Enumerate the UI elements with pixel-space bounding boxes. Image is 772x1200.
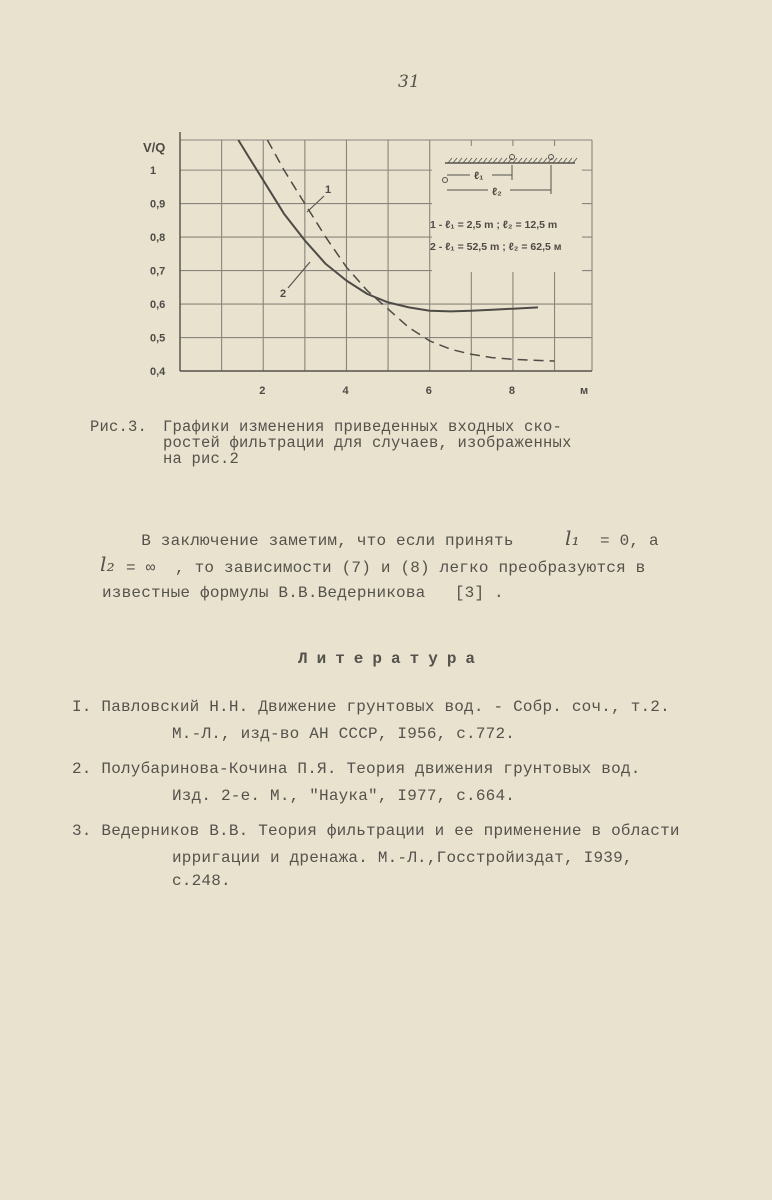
y-tick-label: 0,7 <box>150 265 166 278</box>
series-1-label: 1 <box>325 184 332 196</box>
reference-item: 2. Полубаринова-Кочина П.Я. Теория движения грунтовых вод. <box>72 760 641 778</box>
paragraph-line: = ∞ , то зависимости (7) и (8) легко преобразуются в <box>126 559 646 577</box>
x-axis-label: м <box>580 385 589 397</box>
inset-l1: ℓ₁ <box>474 170 484 182</box>
paragraph-line: В заключение заметим, что если принять <box>102 532 514 550</box>
y-tick-label: 0,6 <box>150 299 166 312</box>
series-2-label: 2 <box>280 288 287 300</box>
legend-entry-2: 2 - ℓ₁ = 52,5 m ; ℓ₂ = 62,5 м <box>430 241 562 253</box>
x-tick-label: 8 <box>508 385 516 397</box>
y-axis-label: V/Q <box>143 140 166 155</box>
legend-entry-1: 1 - ℓ₁ = 2,5 m ; ℓ₂ = 12,5 m <box>430 219 558 231</box>
reference-item: I. Павловский Н.Н. Движение грунтовых вод. - Собр. соч., т.2. <box>72 698 670 716</box>
reference-item-cont: Изд. 2-е. М., "Наука", I977, с.664. <box>172 787 516 805</box>
x-tick-label: 4 <box>342 385 349 397</box>
inset-l2: ℓ₂ <box>492 186 502 198</box>
figure-caption-line: ростей фильтрации для случаев, изображенных <box>163 434 572 452</box>
page-number: 31 <box>398 72 421 92</box>
label-2-pointer <box>288 262 310 288</box>
reference-item: 3. Ведерников В.В. Теория фильтрации и ее применение в области <box>72 822 680 840</box>
paragraph-line: известные формулы В.В.Ведерникова [3] . <box>102 584 504 602</box>
references-heading: Литература <box>298 650 485 668</box>
figure-caption-line: Графики изменения приведенных входных ско- <box>163 418 563 436</box>
y-tick-label: 1 <box>150 165 157 178</box>
reference-item-cont: М.-Л., изд-во АН СССР, I956, с.772. <box>172 725 516 743</box>
figure-caption-line: на рис.2 <box>163 450 240 468</box>
symbol-l1: l₁ <box>565 526 580 550</box>
reference-item-cont: ирригации и дренажа. М.-Л.,Госстройиздат, I939, <box>172 849 633 867</box>
y-tick-label: 0,9 <box>150 198 166 211</box>
figure-chart <box>0 0 772 410</box>
y-tick-label: 0,5 <box>150 332 166 345</box>
inset-diagram <box>430 146 582 272</box>
x-tick-label: 2 <box>259 385 266 397</box>
y-tick-label: 0,8 <box>150 232 166 245</box>
figure-caption-label: Рис.3. <box>90 418 148 436</box>
y-tick-label: 0,4 <box>150 366 166 378</box>
reference-item-cont: с.248. <box>172 872 231 890</box>
symbol-l2: l₂ <box>100 552 115 576</box>
x-tick-label: 6 <box>425 385 432 397</box>
paragraph-line: = 0, а <box>600 532 659 550</box>
